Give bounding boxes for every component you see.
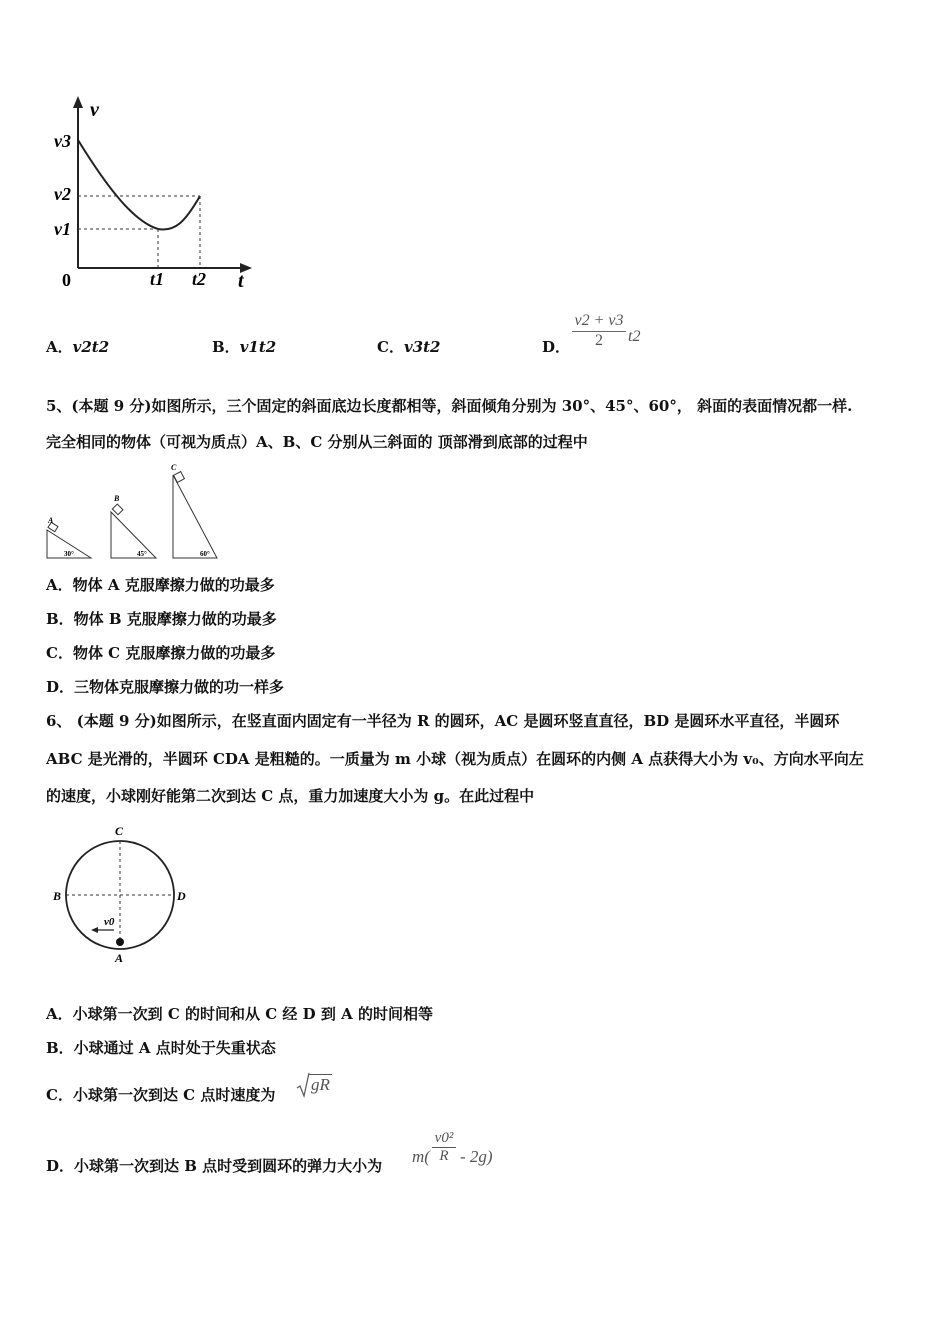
q5-option-a: A．物体 A 克服摩擦力做的功最多 [46,576,275,594]
q6-option-d-numerator: v0² [432,1130,456,1148]
q5-option-d: D．三物体克服摩擦力做的功一样多 [46,678,285,696]
v-axis-label: v [90,99,99,121]
t2-label: t2 [192,269,207,289]
angle-60: 60° [200,550,210,558]
q4-option-b-text: v1t2 [239,338,277,356]
q6-option-c-sqrt-content: gR [311,1075,330,1094]
v-axis-arrow [73,96,83,108]
block-c [174,472,185,483]
q4-option-a [46,337,109,357]
ball [116,938,124,946]
q4-option-d-fraction [572,312,626,350]
label-d-right: D [177,889,186,903]
q6-option-d-tail: - 2g) [460,1147,493,1166]
label-v0: v0 [104,916,115,928]
q4-option-d-denominator: 2 [595,332,603,349]
angle-45: 45° [137,550,147,558]
v3-label: v3 [54,131,71,151]
q4-option-a-letter: A． [46,338,73,356]
q6-option-c: C．小球第一次到达 C 点时速度为 [46,1086,276,1104]
q6-option-d: D．小球第一次到达 B 点时受到圆环的弹力大小为 [46,1157,383,1175]
q4-option-d-numerator: v2 + v3 [572,312,626,332]
incline-60 [173,475,217,558]
q6-ring-figure [48,820,198,968]
q5-stem-line1: 5、(本题 9 分)如图所示，三个固定的斜面底边长度都相等，斜面倾角分别为 30°、45°、60°， 斜面的表面情况都一样. [46,397,853,415]
label-c: C [171,463,177,472]
q4-option-b [212,337,276,357]
angle-30: 30° [64,550,74,558]
q4-option-d-tail: t2 [628,328,641,345]
t-axis-label: t [238,270,244,292]
q4-option-c-text: v3t2 [403,338,441,356]
q6-stem-line2: ABC 是光滑的，半圆环 CDA 是粗糙的。一质量为 m 小球（视为质点）在圆环的内侧 A 点获得大小为 v₀、方向水平向左 [46,750,864,768]
q4-option-d-letter: D． [542,338,571,356]
q6-option-d-fraction [432,1130,456,1165]
q4-option-c [377,337,440,357]
q5-option-b: B．物体 B 克服摩擦力做的功最多 [46,610,277,628]
block-b [112,504,123,515]
q5-stem-line2: 完全相同的物体（可视为质点）A、B、C 分别从三斜面的 顶部滑到底部的过程中 [46,433,588,451]
q6-stem-line1: 6、 (本题 9 分)如图所示，在竖直面内固定有一半径为 R 的圆环，AC 是圆环竖直直径，BD 是圆环水平直径，半圆环 [46,712,840,730]
q6-option-b: B．小球通过 A 点时处于失重状态 [46,1039,276,1057]
q5-inclines-figure [44,462,224,562]
q5-option-c: C．物体 C 克服摩擦力做的功最多 [46,644,276,662]
q4-option-a-text: v2t2 [72,338,110,356]
q6-option-d-m: m( [412,1147,430,1166]
q6-option-d-denominator: R [439,1148,449,1164]
vt-graph [40,92,270,302]
label-a-bottom: A [115,951,124,965]
q6-stem-line3: 的速度，小球刚好能第二次到达 C 点，重力加速度大小为 g。在此过程中 [46,787,535,805]
velocity-arrow-head [91,927,98,933]
label-b: B [114,494,120,503]
v1-label: v1 [54,219,71,239]
t1-label: t1 [150,269,165,289]
origin-label: 0 [62,270,71,290]
velocity-curve [78,140,200,230]
label-c-top: C [115,824,124,838]
q4-option-d [542,337,570,357]
label-a: A [48,516,54,525]
incline-45 [111,512,156,558]
q6-option-a: A．小球第一次到 C 的时间和从 C 经 D 到 A 的时间相等 [46,1005,433,1023]
v2-label: v2 [54,184,71,204]
q4-option-b-letter: B． [212,338,240,356]
q4-option-c-letter: C． [377,338,404,356]
label-b-left: B [53,889,62,903]
sqrt-icon [296,1072,310,1098]
